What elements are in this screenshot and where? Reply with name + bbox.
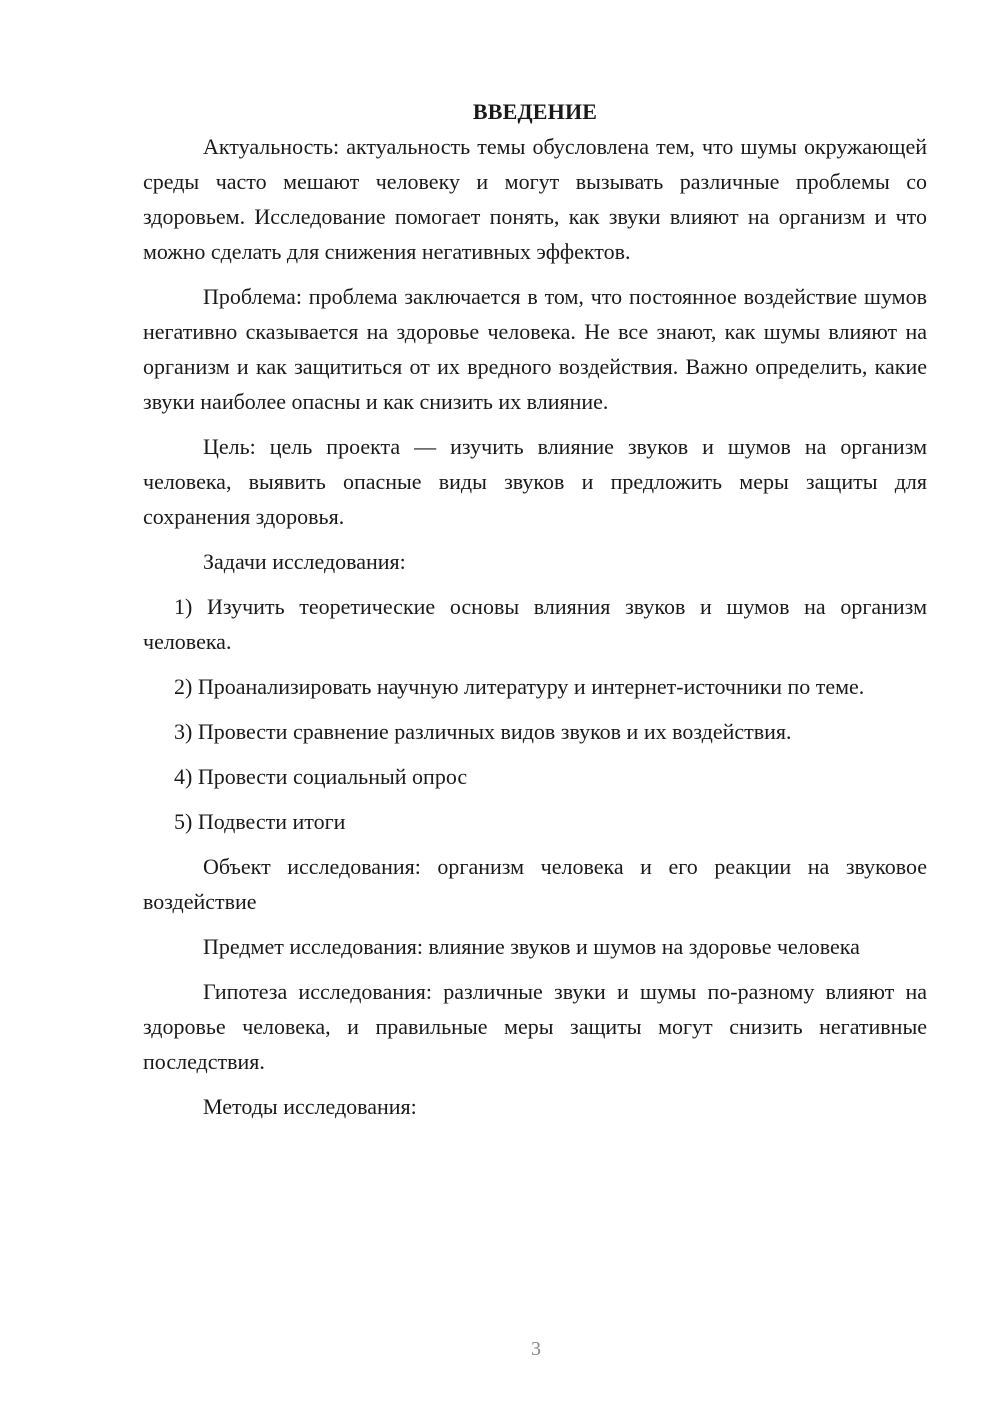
paragraph-hypothesis: Гипотеза исследования: различные звуки и шумы по-разному влияют на здоровье человека, и правильные меры защиты могут снизить негативные последствия.: [143, 979, 927, 1074]
paragraph-relevance: Актуальность: актуальность темы обусловлена тем, что шумы окружающей среды часто мешают человеку и могут вызывать различные проблемы со здоровьем. Исследование помогает понять, как звуки влияют на организм и что можно сделать для снижения негативных эффектов.: [143, 134, 927, 264]
task-item-4: 4) Провести социальный опрос: [174, 764, 468, 789]
page-number: 3: [531, 1338, 541, 1360]
task-item-1: 1) Изучить теоретические основы влияния звуков и шумов на организм человека.: [143, 594, 927, 654]
page-title: ВВЕДЕНИЕ: [472, 99, 598, 124]
task-item-2: 2) Проанализировать научную литературу и интернет-источники по теме.: [174, 674, 865, 699]
task-item-5: 5) Подвести итоги: [174, 809, 346, 834]
tasks-heading: Задачи исследования:: [203, 549, 406, 574]
task-item-3: 3) Провести сравнение различных видов звуков и их воздействия.: [174, 719, 792, 744]
paragraph-subject: Предмет исследования: влияние звуков и шумов на здоровье человека: [203, 934, 860, 959]
paragraph-object: Объект исследования: организм человека и его реакции на звуковое воздействие: [143, 854, 927, 914]
page-content: [143, 94, 927, 1124]
paragraph-goal: Цель: цель проекта — изучить влияние звуков и шумов на организм человека, выявить опасные виды звуков и предложить меры защиты для сохранения здоровья.: [143, 434, 927, 529]
methods-heading: Методы исследования:: [203, 1094, 417, 1119]
paragraph-problem: Проблема: проблема заключается в том, что постоянное воздействие шумов негативно сказывается на здоровье человека. Не все знают, как шумы влияют на организм и как защититься от их вредного воздействия. Важно определить, какие звуки наиболее опасны и как снизить их влияние.: [143, 284, 927, 414]
